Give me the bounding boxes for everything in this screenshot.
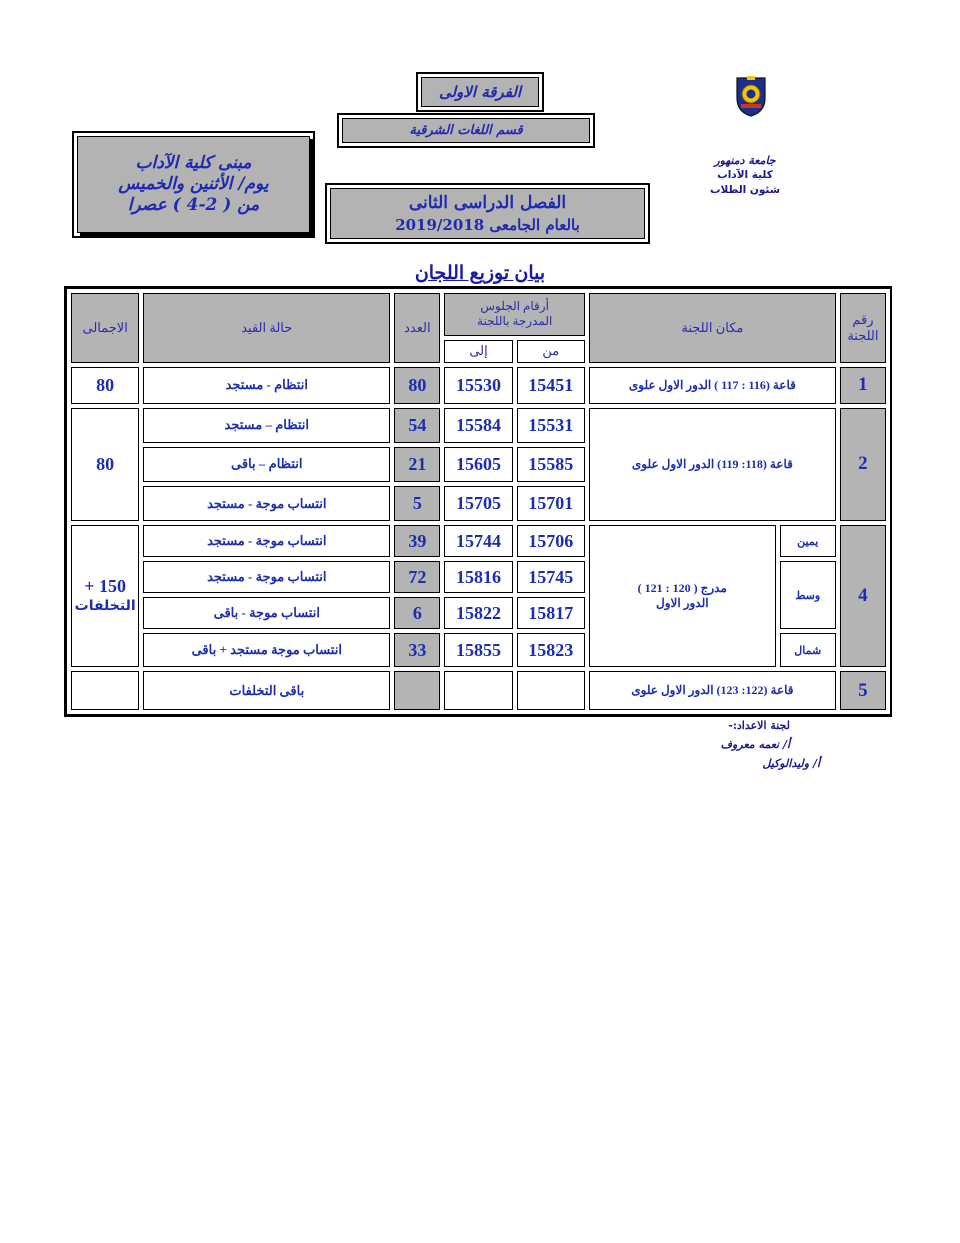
- total: 150 + التخلفات: [71, 525, 139, 667]
- division-label: الفرقة الاولى: [421, 77, 539, 107]
- committee-location: قاعة (122: 123) الدور الاول علوى: [589, 671, 836, 710]
- seat-to: 15822: [444, 597, 512, 629]
- col-from: من: [517, 340, 585, 363]
- affairs-name: شئون الطلاب: [709, 184, 781, 196]
- seat-from: 15823: [517, 633, 585, 667]
- status: انتظام – مستجد: [143, 408, 390, 443]
- status: انتساب موجة - مستجد: [143, 486, 390, 521]
- seat-from: 15817: [517, 597, 585, 629]
- col-count: العدد: [394, 293, 440, 363]
- committee-no: 5: [840, 671, 886, 710]
- count: 33: [394, 633, 440, 667]
- committees-table: [64, 286, 892, 717]
- semester-box: [325, 183, 650, 244]
- department-label: قسم اللغات الشرقية: [342, 118, 590, 143]
- status: انتساب موجة - مستجد: [143, 561, 390, 593]
- total: 80: [71, 408, 139, 522]
- faculty-name: كلية الآداب: [717, 169, 773, 181]
- status: انتساب موجة مستجد + باقى: [143, 633, 390, 667]
- committee-location: قاعة (118: 119) الدور الاول علوى: [589, 408, 836, 522]
- table-row: [71, 671, 886, 710]
- section-side: يمين: [780, 525, 836, 557]
- building-box: [72, 131, 315, 238]
- count: 54: [394, 408, 440, 443]
- table-row: [71, 408, 886, 443]
- division-box: [416, 72, 544, 112]
- building-line1: مبنى كلية الآداب: [135, 153, 252, 173]
- committee-location: قاعة (116 : 117 ) الدور الاول علوى: [589, 367, 836, 403]
- col-location: مكان اللجنة: [589, 293, 836, 363]
- count: 6: [394, 597, 440, 629]
- seat-from: [517, 671, 585, 710]
- committee-no: 2: [840, 408, 886, 522]
- count: 39: [394, 525, 440, 557]
- seat-from: 15585: [517, 447, 585, 482]
- university-logo: [733, 74, 769, 118]
- seat-to: 15584: [444, 408, 512, 443]
- committee-location: مدرج ( 120 : 121 ) الدور الاول: [589, 525, 776, 667]
- department-box: [337, 113, 595, 148]
- status: باقى التخلفات: [143, 671, 390, 710]
- signature-name-1: أ/ نعمه معروف: [720, 738, 790, 751]
- col-committee-no: رقم اللجنة: [840, 293, 886, 363]
- count: 5: [394, 486, 440, 521]
- semester-line2: بالعام الجامعى 2019/2018: [395, 215, 580, 234]
- seat-to: 15744: [444, 525, 512, 557]
- count: 72: [394, 561, 440, 593]
- building-line3: من ( 2-4 ) عصرا: [127, 195, 260, 215]
- page-title: بيان توزيع اللجان: [414, 263, 546, 284]
- col-total: الاجمالى: [71, 293, 139, 363]
- col-to: إلى: [444, 340, 512, 363]
- building-line2: يوم/ الأثنين والخميس: [118, 174, 269, 194]
- table-row: [71, 525, 886, 557]
- seat-from: 15706: [517, 525, 585, 557]
- signature-heading: لجنة الاعداد:-: [728, 719, 790, 732]
- seat-to: [444, 671, 512, 710]
- total: 80: [71, 367, 139, 403]
- status: انتظام - مستجد: [143, 367, 390, 403]
- count: [394, 671, 440, 710]
- count: 21: [394, 447, 440, 482]
- committee-no: 1: [840, 367, 886, 403]
- count: 80: [394, 367, 440, 403]
- status: انتساب موجة - مستجد: [143, 525, 390, 557]
- committee-no: 4: [840, 525, 886, 667]
- seat-to: 15605: [444, 447, 512, 482]
- table-row: [71, 367, 886, 403]
- seat-to: 15855: [444, 633, 512, 667]
- university-block: [690, 153, 800, 198]
- seat-from: 15745: [517, 561, 585, 593]
- seat-to: 15816: [444, 561, 512, 593]
- section-side: شمال: [780, 633, 836, 667]
- col-seat-numbers: أرقام الجلوس المدرجة باللجنة: [444, 293, 585, 336]
- semester-line1: الفصل الدراسى الثانى: [408, 192, 567, 213]
- signature-block: [720, 716, 820, 773]
- seat-from: 15451: [517, 367, 585, 403]
- col-status: حالة القيد: [143, 293, 390, 363]
- status: انتساب موجة - باقى: [143, 597, 390, 629]
- section-side: وسط: [780, 561, 836, 629]
- status: انتظام – باقى: [143, 447, 390, 482]
- seat-from: 15701: [517, 486, 585, 521]
- seat-to: 15705: [444, 486, 512, 521]
- university-name: جامعة دمنهور: [714, 154, 776, 167]
- signature-name-2: أ/ وليدالوكيل: [762, 757, 820, 770]
- total: [71, 671, 139, 710]
- seat-to: 15530: [444, 367, 512, 403]
- seat-from: 15531: [517, 408, 585, 443]
